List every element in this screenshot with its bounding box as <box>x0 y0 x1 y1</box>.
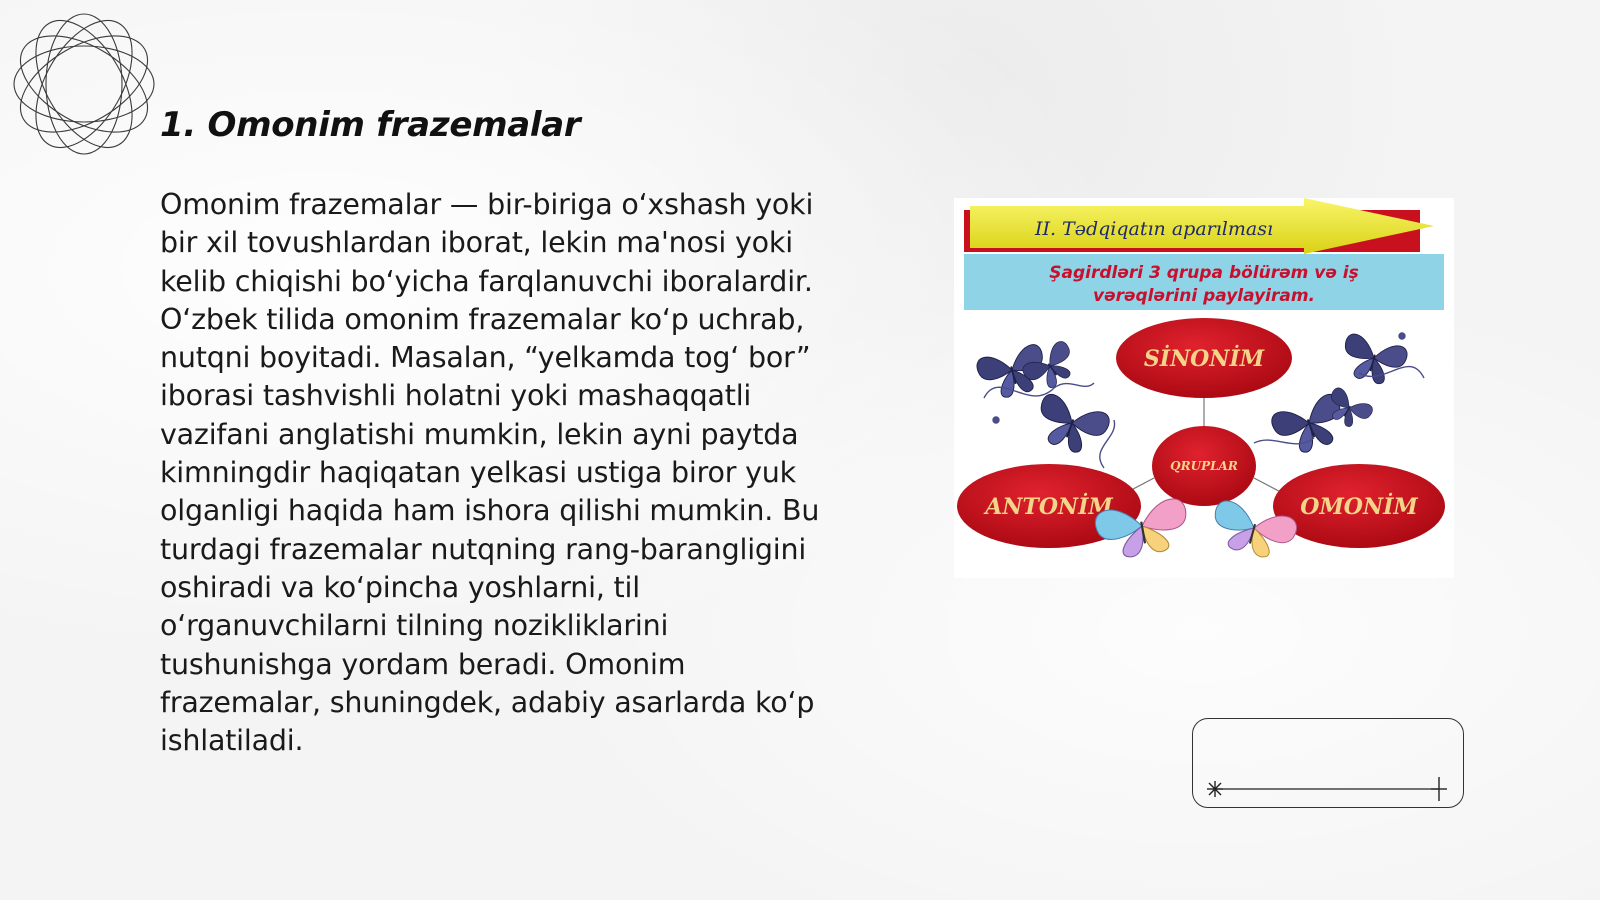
subtitle-line-2: vərəqlərini paylayiram. <box>1092 286 1316 306</box>
slide-body-text: Omonim frazemalar — bir-biriga o‘xshash yoki bir xil tovushlardan iborat, lekin ma'nosi yoki kelib chiqishi bo‘yicha farqlanuvchi iboralardir. O‘zbek tilida omonim frazemalar ko‘p uchrab, nutqni boyitadi. Masalan, “yelkamda tog‘ bor” iborasi tashvishli holatni yoki mashaqqatli vazifani anglatishi mumkin, lekin ayni paytda kimningdir haqiqatan yelkasi ustiga biror yuk olganligi haqida ham ishora qilishi mumkin. Bu turdagi frazemalar nutqning rang-barangligini oshiradi va ko‘pincha yoshlarni, til o‘rganuvchilarni tilning nozikliklarini tushunishga yordam beradi. Omonim frazemalar, shuningdek, adabiy asarlarda ko‘p ishlatiladi. <box>160 188 820 758</box>
banner-arrow <box>964 198 1434 254</box>
banner-title: II. Tədqiqatın aparılması <box>1034 218 1274 240</box>
qruplar-label: QRUPLAR <box>1170 459 1238 473</box>
omonim-label: OMONİM <box>1300 494 1418 520</box>
sparkle-icon <box>1207 781 1223 797</box>
cross-star-icon <box>1431 777 1447 801</box>
antonim-label: ANTONİM <box>985 494 1113 520</box>
groups-diagram-image <box>954 198 1454 578</box>
rosette-icon <box>10 10 158 158</box>
decorative-frame <box>1192 718 1464 808</box>
slide-title: 1. Omonim frazemalar <box>160 105 581 145</box>
sinonim-label: SİNONİM <box>1143 346 1265 372</box>
subtitle-line-1: Şagirdləri 3 qrupa bölürəm və iş <box>1049 263 1359 283</box>
